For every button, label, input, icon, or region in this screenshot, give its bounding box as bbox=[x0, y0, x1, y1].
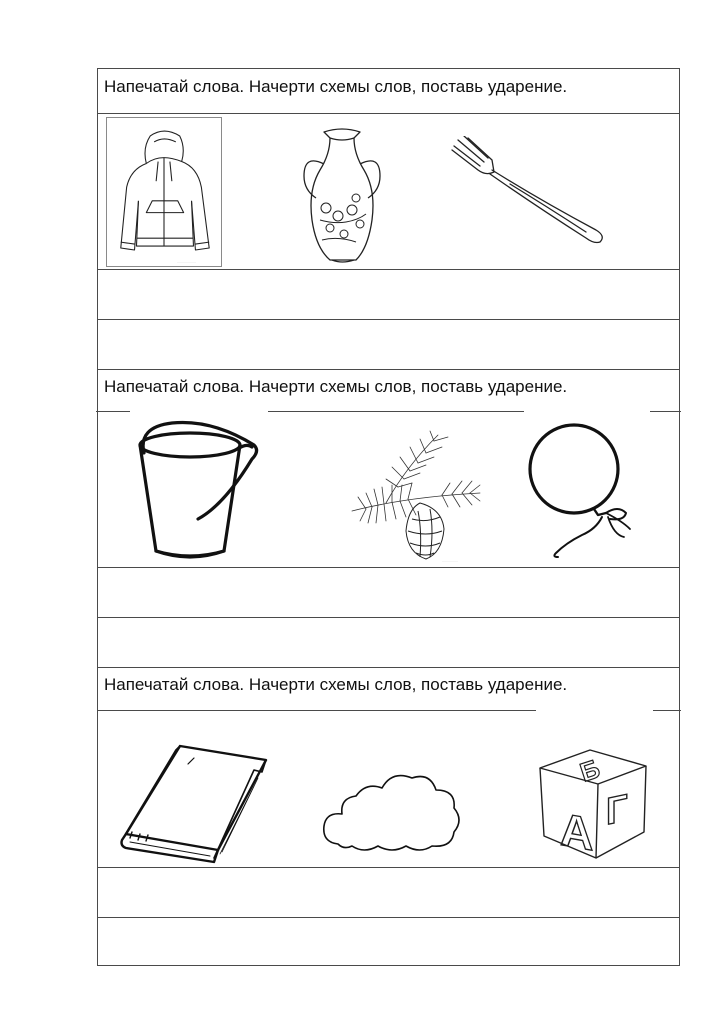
broken-divider bbox=[268, 411, 524, 412]
answer-line[interactable] bbox=[98, 568, 679, 617]
book-picture bbox=[118, 742, 270, 866]
answer-line[interactable] bbox=[98, 618, 679, 667]
broken-divider bbox=[96, 411, 130, 412]
instruction-text: Напечатай слова. Начерти схемы слов, поставь ударение. bbox=[104, 377, 568, 396]
image-watermark: ················ bbox=[442, 559, 458, 563]
image-watermark: ··················· bbox=[177, 260, 196, 264]
book-icon bbox=[118, 742, 270, 866]
instruction-text: Напечатай слова. Начерти схемы слов, поставь ударение. bbox=[104, 675, 568, 694]
section-1 bbox=[98, 69, 679, 369]
fork-picture bbox=[450, 136, 610, 244]
answer-line[interactable] bbox=[98, 320, 679, 369]
broken-divider bbox=[98, 710, 536, 711]
instruction-text: Напечатай слова. Начерти схемы слов, поставь ударение. bbox=[104, 77, 568, 96]
answer-line[interactable] bbox=[98, 270, 679, 319]
vase-picture bbox=[294, 124, 390, 266]
cube-letter-side: Г bbox=[606, 786, 628, 834]
bucket-picture bbox=[128, 415, 268, 565]
letter-cube-icon bbox=[534, 738, 654, 866]
balloon-picture bbox=[526, 417, 646, 567]
pine-branch-picture bbox=[346, 427, 486, 565]
cube-letter-top: Б bbox=[576, 753, 604, 788]
letter-cube-picture bbox=[534, 738, 654, 866]
cloud-icon bbox=[320, 768, 464, 854]
hoodie-icon bbox=[107, 118, 221, 266]
balloon-icon bbox=[526, 417, 646, 567]
bucket-icon bbox=[128, 415, 268, 565]
broken-divider bbox=[650, 411, 681, 412]
broken-divider bbox=[653, 710, 681, 711]
answer-line[interactable] bbox=[98, 868, 679, 917]
section-3 bbox=[98, 667, 679, 967]
cube-letter-front: А bbox=[560, 802, 594, 861]
worksheet-table bbox=[97, 68, 680, 966]
picture-row bbox=[98, 114, 679, 269]
pine-branch-cone-icon bbox=[346, 427, 486, 565]
answer-line[interactable] bbox=[98, 918, 679, 966]
vase-icon bbox=[294, 124, 390, 266]
cloud-picture bbox=[320, 768, 464, 854]
fork-icon bbox=[450, 136, 610, 244]
picture-row bbox=[98, 413, 679, 567]
picture-row bbox=[98, 712, 679, 867]
hoodie-picture bbox=[106, 117, 222, 267]
section-2 bbox=[98, 369, 679, 667]
